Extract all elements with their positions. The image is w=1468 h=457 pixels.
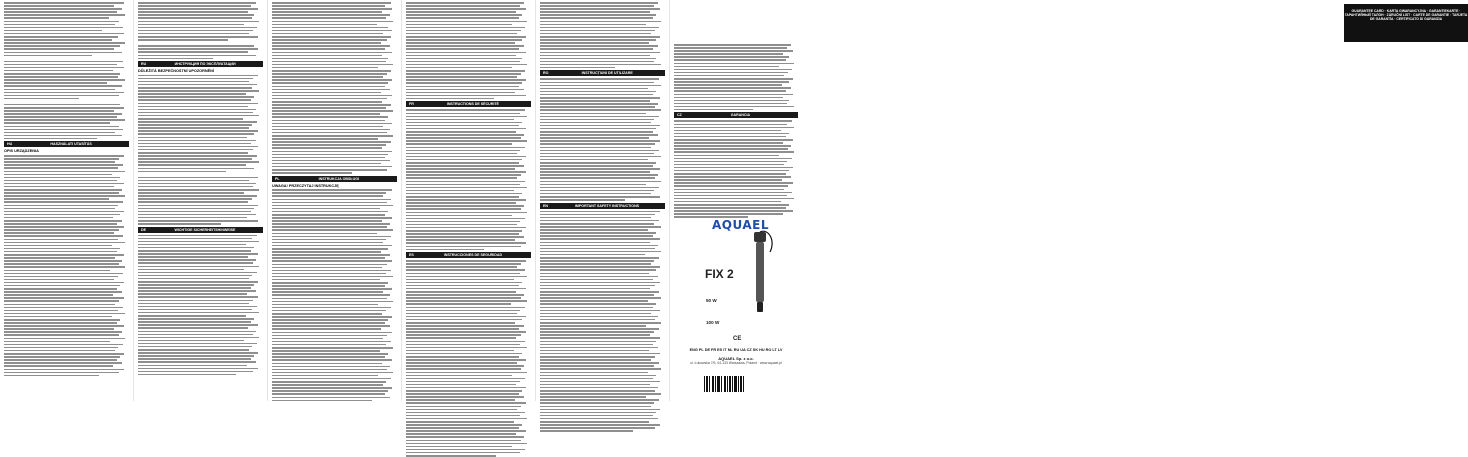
text-block bbox=[138, 235, 263, 376]
text-block bbox=[674, 120, 798, 217]
column-3 bbox=[267, 0, 401, 401]
section-bar: RU ИНСТРУКЦИЯ ПО ЭКСПЛУАТАЦИИ bbox=[138, 61, 263, 67]
section-bar: ES INSTRUCCIONES DE SEGURIDAD bbox=[406, 252, 531, 258]
text-block bbox=[138, 75, 263, 225]
section-title: INSTRUKCJA OBSŁUGI bbox=[318, 176, 359, 181]
section-bar: DE WICHTIGE SICHERHEITSHINWEISE bbox=[138, 227, 263, 233]
text-block bbox=[540, 78, 665, 200]
section-title: IMPORTANT SAFETY INSTRUCTIONS bbox=[574, 203, 640, 208]
heading: UWAGA! PRZECZYTAJ INSTRUKCJĘ bbox=[272, 183, 339, 188]
section-title: HASZNÁLATI UTASÍTÁS bbox=[50, 142, 92, 147]
column-5 bbox=[535, 0, 669, 401]
section-title: INSTRUCTIONS DE SÉCURITÉ bbox=[446, 102, 499, 107]
ce-mark: CE bbox=[733, 336, 742, 342]
model-name: FIX 2 bbox=[705, 267, 734, 281]
heater-body bbox=[756, 242, 764, 302]
section-title: INSTRUCȚIUNI DE UTILIZARE bbox=[581, 71, 633, 76]
section-bar: PL INSTRUKCJA OBSŁUGI bbox=[272, 176, 397, 182]
wattage-label-a: 50 W bbox=[706, 298, 717, 303]
column-1 bbox=[0, 0, 133, 401]
company-name: AQUAEL Sp. z o.o. bbox=[718, 356, 754, 361]
section-title: GARANCIA bbox=[730, 113, 751, 118]
heater-tip bbox=[757, 302, 763, 312]
column-2 bbox=[133, 0, 267, 401]
text-block bbox=[4, 2, 129, 139]
company-address: ul. Łukowska 7/9, 04-133 Warszawa, Poland · www.aquael.pl bbox=[690, 361, 782, 365]
section-title: INSTRUCCIONES DE SEGURIDAD bbox=[443, 253, 503, 258]
section-title: ИНСТРУКЦИЯ ПО ЭКСПЛУАТАЦИИ bbox=[174, 62, 236, 67]
section-bar: RO INSTRUCȚIUNI DE UTILIZARE bbox=[540, 70, 665, 76]
heater-cap bbox=[754, 232, 766, 242]
text-block bbox=[406, 109, 531, 250]
heading: DŮLEŽITÁ BEZPEČNOSTNÍ UPOZORNĚNÍ bbox=[138, 69, 214, 74]
text-block bbox=[406, 260, 531, 456]
brand-logo bbox=[712, 218, 769, 232]
text-block bbox=[540, 211, 665, 432]
text-block bbox=[540, 2, 665, 68]
column-4 bbox=[401, 0, 535, 401]
section-bar: CZ GARANCIA bbox=[674, 112, 798, 118]
section-bar: EN IMPORTANT SAFETY INSTRUCTIONS bbox=[540, 203, 665, 209]
language-codes: ENG PL DE FR ES IT NL RU UA CZ SK HU RO LT LV bbox=[689, 348, 783, 352]
heading: OPIS URZĄDZENIA bbox=[4, 149, 39, 154]
text-block bbox=[4, 155, 129, 376]
brand-name: AQUAEL bbox=[712, 218, 769, 232]
wattage-label-b: 100 W bbox=[706, 320, 720, 325]
barcode-image bbox=[704, 376, 744, 392]
text-block bbox=[138, 2, 263, 59]
heater-device-image bbox=[740, 232, 780, 322]
text-block bbox=[272, 189, 397, 401]
section-bar: FR INSTRUCTIONS DE SÉCURITÉ bbox=[406, 101, 531, 107]
text-block bbox=[272, 2, 397, 174]
text-block bbox=[406, 2, 531, 99]
section-title: WICHTIGE SICHERHEITSHINWEISE bbox=[174, 227, 236, 232]
text-block bbox=[674, 44, 798, 110]
section-bar: HU HASZNÁLATI UTASÍTÁS bbox=[4, 141, 129, 147]
warranty-box: GUARANTEE CARD · KARTA GWARANCYJNA · GARANTIEKARTE · ГАРАНТИЙНЫЙ ТАЛОН · ZÁRUČNÍ LIST · CARTE DE GARANTIE · TARJETA DE GARANTÍA · CERTIFICATO DI GARANZIA bbox=[1344, 4, 1468, 42]
